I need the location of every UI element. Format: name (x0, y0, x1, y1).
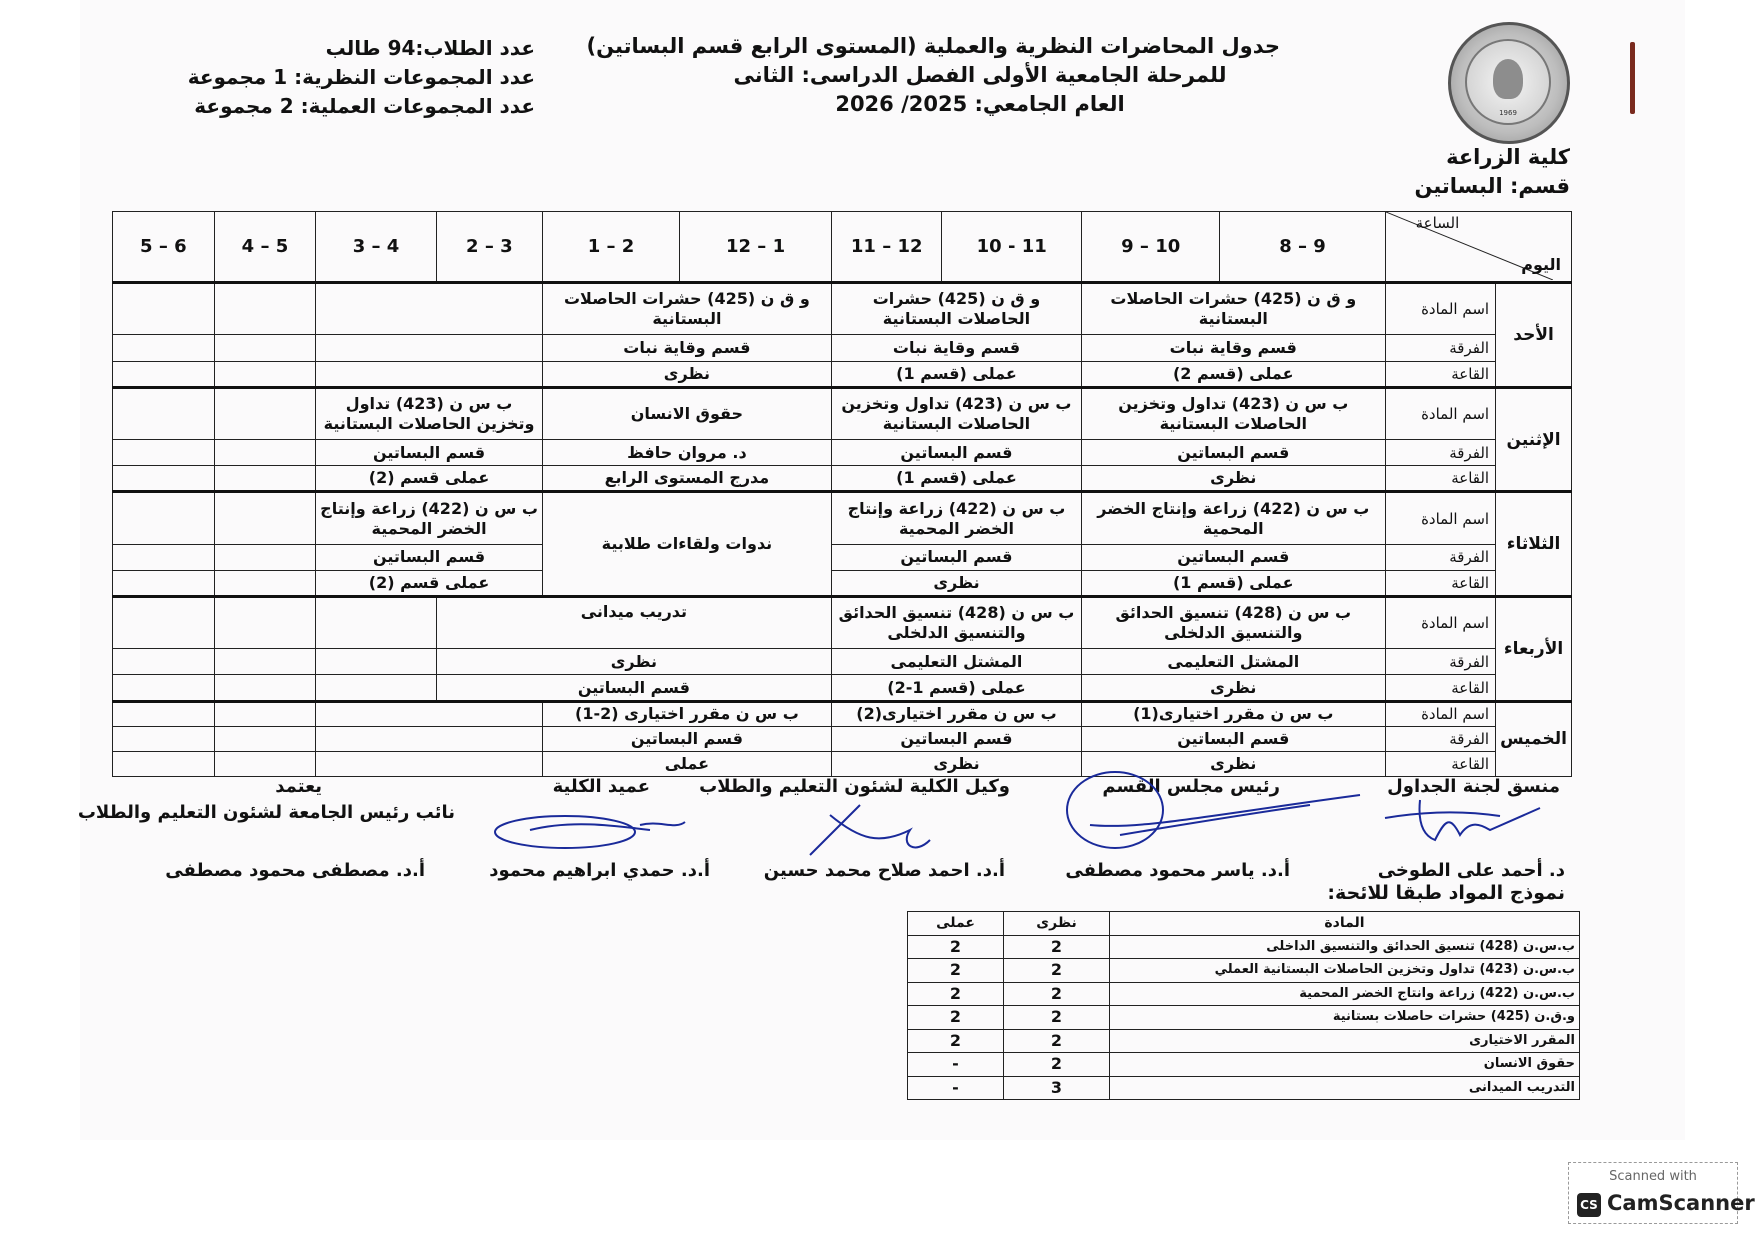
table-row (908, 1006, 1580, 1030)
day-tuesday: الثلاثاء (1496, 492, 1572, 597)
corner-day-label: اليوم (1521, 255, 1561, 275)
empty-cell (113, 283, 215, 335)
signature-vice-dean-title: وكيل الكلية لشئون التعليم والطلاب (699, 776, 1010, 797)
wednesday-group-row (113, 649, 1572, 675)
empty-cell (214, 649, 316, 675)
hour-col-9: 5 – 4 (214, 212, 316, 283)
label-group: الفرقة (1385, 335, 1496, 361)
camscanner-watermark (1568, 1162, 1755, 1224)
wed-hall-2: عملى (قسم 1-2) (831, 675, 1081, 701)
regs-practical: - (908, 1076, 1004, 1100)
thu-group-3: قسم البساتين (542, 726, 831, 751)
signature-vp-name: أ.د. مصطفى محمود مصطفى (165, 860, 425, 881)
label-group: الفرقة (1385, 440, 1496, 466)
thursday-subject-row (113, 701, 1572, 726)
hour-col-1: 9 – 8 (1220, 212, 1385, 283)
faculty-info (1390, 143, 1570, 201)
sun-hall-1: عملى (قسم 2) (1081, 361, 1385, 387)
empty-cell (316, 675, 437, 701)
regs-theory: 2 (1004, 935, 1110, 959)
regs-header-practical: عملى (908, 912, 1004, 936)
table-row (908, 1053, 1580, 1077)
mon-subject-3: حقوق الانسان (542, 387, 831, 439)
label-group: الفرقة (1385, 726, 1496, 751)
wed-hall-1: نظرى (1081, 675, 1385, 701)
stats-practical-groups: عدد المجموعات العملية: 2 مجموعة (194, 94, 535, 118)
monday-hall-row (113, 466, 1572, 492)
regs-practical: 2 (908, 959, 1004, 983)
regs-header-theory: نظرى (1004, 912, 1110, 936)
regs-practical: 2 (908, 1006, 1004, 1030)
empty-cell (113, 751, 215, 776)
label-group: الفرقة (1385, 544, 1496, 570)
hours-header-row (113, 212, 1572, 283)
hour-col-10: 6 – 5 (113, 212, 215, 283)
empty-cell (113, 544, 215, 570)
table-row (908, 935, 1580, 959)
mon-group-4: قسم البساتين (316, 440, 543, 466)
regs-course: ب.س.ن (428) تنسيق الحدائق والتنسيق الداخلى (1110, 935, 1580, 959)
hour-col-8: 4 – 3 (316, 212, 437, 283)
regulations-header-row (908, 912, 1580, 936)
title-line-3: العام الجامعي: 2025/ 2026 (835, 92, 1125, 116)
empty-cell (214, 544, 316, 570)
empty-cell (113, 701, 215, 726)
logo-emblem (1465, 39, 1551, 125)
monday-group-row (113, 440, 1572, 466)
empty-cell (316, 597, 437, 649)
empty-cell (113, 387, 215, 439)
thu-subject-1: ب س ن مقرر اختيارى(1) (1081, 701, 1385, 726)
empty-cell (113, 440, 215, 466)
sun-subject-3: و ق ن (425) حشرات الحاصلات البستانية (542, 283, 831, 335)
logo-figure-icon (1493, 59, 1523, 99)
red-margin-mark (1630, 42, 1635, 114)
thu-subject-2: ب س ن مقرر اختيارى(2) (831, 701, 1081, 726)
regs-theory: 2 (1004, 982, 1110, 1006)
sunday-hall-row (113, 361, 1572, 387)
empty-cell (113, 570, 215, 596)
label-subject: اسم المادة (1385, 492, 1496, 544)
wed-group-3: نظرى (436, 649, 831, 675)
sunday-group-row (113, 335, 1572, 361)
sun-hall-3: نظرى (542, 361, 831, 387)
handwritten-signature-dean (490, 800, 690, 860)
label-hall: القاعة (1385, 751, 1496, 776)
regs-theory: 2 (1004, 1029, 1110, 1053)
hour-col-2: 10 – 9 (1081, 212, 1219, 283)
signature-head-name: أ.د. ياسر محمود مصطفى (1065, 860, 1290, 881)
tuesday-group-row (113, 544, 1572, 570)
signature-coordinator-name: د. أحمد على الطوخى (1377, 860, 1565, 881)
wed-subject-2: ب س ن (428) تنسيق الحدائق والتنسيق الدلخلى (831, 597, 1081, 649)
empty-cell (214, 751, 316, 776)
corner-cell (1385, 212, 1571, 283)
university-logo (1448, 22, 1570, 144)
mon-hall-1: نظرى (1081, 466, 1385, 492)
handwritten-signature-vice-dean (800, 795, 940, 865)
signature-approve-label: يعتمد (275, 776, 322, 797)
regulations-title: نموذج المواد طبقا للائحة: (1327, 882, 1565, 904)
mon-group-1: قسم البساتين (1081, 440, 1385, 466)
empty-cell (113, 675, 215, 701)
regs-theory: 3 (1004, 1076, 1110, 1100)
empty-cell (316, 726, 543, 751)
tue-group-1: قسم البساتين (1081, 544, 1385, 570)
camscanner-icon: CS (1577, 1193, 1601, 1217)
label-hall: القاعة (1385, 675, 1496, 701)
mon-subject-2: ب س ن (423) تداول وتخزين الحاصلات البستانية (831, 387, 1081, 439)
day-sunday: الأحد (1496, 283, 1572, 388)
regs-theory: 2 (1004, 959, 1110, 983)
thursday-group-row (113, 726, 1572, 751)
thu-group-2: قسم البساتين (831, 726, 1081, 751)
day-thursday: الخميس (1496, 701, 1572, 776)
hour-col-6: 2 – 1 (542, 212, 679, 283)
faculty-name: كلية الزراعة (1446, 145, 1570, 169)
sun-group-1: قسم وقاية نبات (1081, 335, 1385, 361)
thu-subject-3: ب س ن مقرر اختيارى (2-1) (542, 701, 831, 726)
signature-head-title: رئيس مجلس القسم (1102, 776, 1280, 797)
sunday-subject-row (113, 283, 1572, 335)
regulations-table (907, 911, 1580, 1100)
empty-cell (316, 361, 543, 387)
signature-dean-title: عميد الكلية (552, 776, 650, 797)
empty-cell (113, 649, 215, 675)
label-subject: اسم المادة (1385, 701, 1496, 726)
regs-practical: 2 (908, 1029, 1004, 1053)
empty-cell (113, 726, 215, 751)
mon-group-3: د. مروان حافظ (542, 440, 831, 466)
empty-cell (316, 649, 437, 675)
regs-practical: 2 (908, 982, 1004, 1006)
tue-subject-4: ب س ن (422) زراعة وإنتاج الخضر المحمية (316, 492, 543, 544)
label-group: الفرقة (1385, 649, 1496, 675)
empty-cell (113, 492, 215, 544)
mon-group-2: قسم البساتين (831, 440, 1081, 466)
empty-cell (214, 361, 316, 387)
regs-practical: 2 (908, 935, 1004, 959)
thu-hall-1: نظرى (1081, 751, 1385, 776)
label-subject: اسم المادة (1385, 283, 1496, 335)
empty-cell (214, 597, 316, 649)
handwritten-signature-head (1060, 755, 1380, 865)
tuesday-hall-row (113, 570, 1572, 596)
empty-cell (316, 701, 543, 726)
student-stats (187, 34, 535, 121)
empty-cell (316, 335, 543, 361)
day-monday: الإثنين (1496, 387, 1572, 492)
mon-hall-3: مدرج المستوى الرابع (542, 466, 831, 492)
wednesday-hall-row (113, 675, 1572, 701)
label-subject: اسم المادة (1385, 597, 1496, 649)
regs-theory: 2 (1004, 1006, 1110, 1030)
label-hall: القاعة (1385, 466, 1496, 492)
empty-cell (113, 597, 215, 649)
signature-dean-name: أ.د. حمدي ابراهيم محمود (489, 860, 710, 881)
logo-year: 1969 (1499, 109, 1517, 117)
empty-cell (214, 675, 316, 701)
scanned-with-label: Scanned with (1609, 1169, 1697, 1184)
empty-cell (113, 466, 215, 492)
day-wednesday: الأربعاء (1496, 597, 1572, 702)
regs-course: ب.س.ن (422) زراعة وانتاج الخضر المحمية (1110, 982, 1580, 1006)
regs-theory: 2 (1004, 1053, 1110, 1077)
tue-group-4: قسم البساتين (316, 544, 543, 570)
empty-cell (214, 387, 316, 439)
stats-theory-groups: عدد المجموعات النظرية: 1 مجموعة (187, 65, 535, 89)
sun-subject-1: و ق ن (425) حشرات الحاصلات البستانية (1081, 283, 1385, 335)
wed-subject-1: ب س ن (428) تنسيق الحدائق والتنسيق الدلخلى (1081, 597, 1385, 649)
mon-subject-1: ب س ن (423) تداول وتخزين الحاصلات البستانية (1081, 387, 1385, 439)
signature-coordinator-title: منسق لجنة الجداول (1387, 776, 1560, 797)
thu-hall-2: نظرى (831, 751, 1081, 776)
empty-cell (214, 726, 316, 751)
camscanner-brand: CamScanner (1607, 1191, 1755, 1215)
table-row (908, 1029, 1580, 1053)
signature-vice-dean-name: أ.د. احمد صلاح محمد حسين (763, 860, 1005, 881)
tue-subject-2: ب س ن (422) زراعة وإنتاج الخضر المحمية (831, 492, 1081, 544)
mon-hall-4: عملى قسم (2) (316, 466, 543, 492)
empty-cell (214, 466, 316, 492)
wed-hall-3: قسم البساتين (436, 675, 831, 701)
table-row (908, 1076, 1580, 1100)
regs-header-course: المادة (1110, 912, 1580, 936)
empty-cell (214, 440, 316, 466)
sun-group-3: قسم وقاية نبات (542, 335, 831, 361)
tue-hall-4: عملى قسم (2) (316, 570, 543, 596)
regs-practical: - (908, 1053, 1004, 1077)
tue-subject-1: ب س ن (422) زراعة وإنتاج الخضر المحمية (1081, 492, 1385, 544)
table-row (908, 982, 1580, 1006)
label-hall: القاعة (1385, 570, 1496, 596)
regs-course: المقرر الاختيارى (1110, 1029, 1580, 1053)
stats-students: عدد الطلاب:94 طالب (325, 36, 535, 60)
empty-cell (214, 335, 316, 361)
regs-course: التدريب الميدانى (1110, 1076, 1580, 1100)
signature-vp-title: نائب رئيس الجامعة لشئون التعليم والطلاب (77, 802, 455, 823)
monday-subject-row (113, 387, 1572, 439)
regs-course: حقوق الانسان (1110, 1053, 1580, 1077)
mon-hall-2: عملى (قسم 1) (831, 466, 1081, 492)
regs-course: ب.س.ن (423) تداول وتخزين الحاصلات البستانية العملي (1110, 959, 1580, 983)
corner-hour-label: الساعة (1415, 214, 1460, 232)
hour-col-7: 3 – 2 (436, 212, 542, 283)
empty-cell (316, 283, 543, 335)
label-subject: اسم المادة (1385, 387, 1496, 439)
tue-hall-2: نظرى (831, 570, 1081, 596)
schedule-table (112, 211, 1572, 777)
empty-cell (316, 751, 543, 776)
empty-cell (214, 492, 316, 544)
hour-col-4: 12 – 11 (831, 212, 942, 283)
wed-group-1: المشتل التعليمى (1081, 649, 1385, 675)
mon-subject-4: ب س ن (423) تداول وتخزين الحاصلات البستانية (316, 387, 543, 439)
empty-cell (214, 701, 316, 726)
table-row (908, 959, 1580, 983)
hour-col-3: 11 - 10 (942, 212, 1082, 283)
empty-cell (214, 570, 316, 596)
title-line-2: للمرحلة الجامعية الأولى الفصل الدراسى: الثانى (733, 63, 1227, 87)
label-hall: القاعة (1385, 361, 1496, 387)
department-name: قسم: البساتين (1414, 174, 1570, 198)
wed-group-2: المشتل التعليمى (831, 649, 1081, 675)
empty-cell (113, 361, 215, 387)
thu-hall-3: عملى (542, 751, 831, 776)
empty-cell (214, 283, 316, 335)
thu-group-1: قسم البساتين (1081, 726, 1385, 751)
tuesday-subject-row (113, 492, 1572, 544)
sun-hall-2: عملى (قسم 1) (831, 361, 1081, 387)
hour-col-5: 1 – 12 (680, 212, 832, 283)
schedule-title (586, 32, 1280, 119)
empty-cell (113, 335, 215, 361)
tue-subject-3: ندوات ولقاءات طلابية (542, 492, 831, 597)
title-line-1: جدول المحاضرات النظرية والعملية (المستوى الرابع قسم البساتين) (586, 34, 1280, 58)
handwritten-signature-coordinator (1380, 790, 1550, 850)
sun-subject-2: و ق ن (425) حشرات الحاصلات البستانية (831, 283, 1081, 335)
wed-subject-3: تدريب ميدانى (436, 597, 831, 649)
tue-hall-1: عملى (قسم 1) (1081, 570, 1385, 596)
sun-group-2: قسم وقاية نبات (831, 335, 1081, 361)
tue-group-2: قسم البساتين (831, 544, 1081, 570)
regs-course: و.ق.ن (425) حشرات حاصلات بستانية (1110, 1006, 1580, 1030)
wednesday-subject-row (113, 597, 1572, 649)
